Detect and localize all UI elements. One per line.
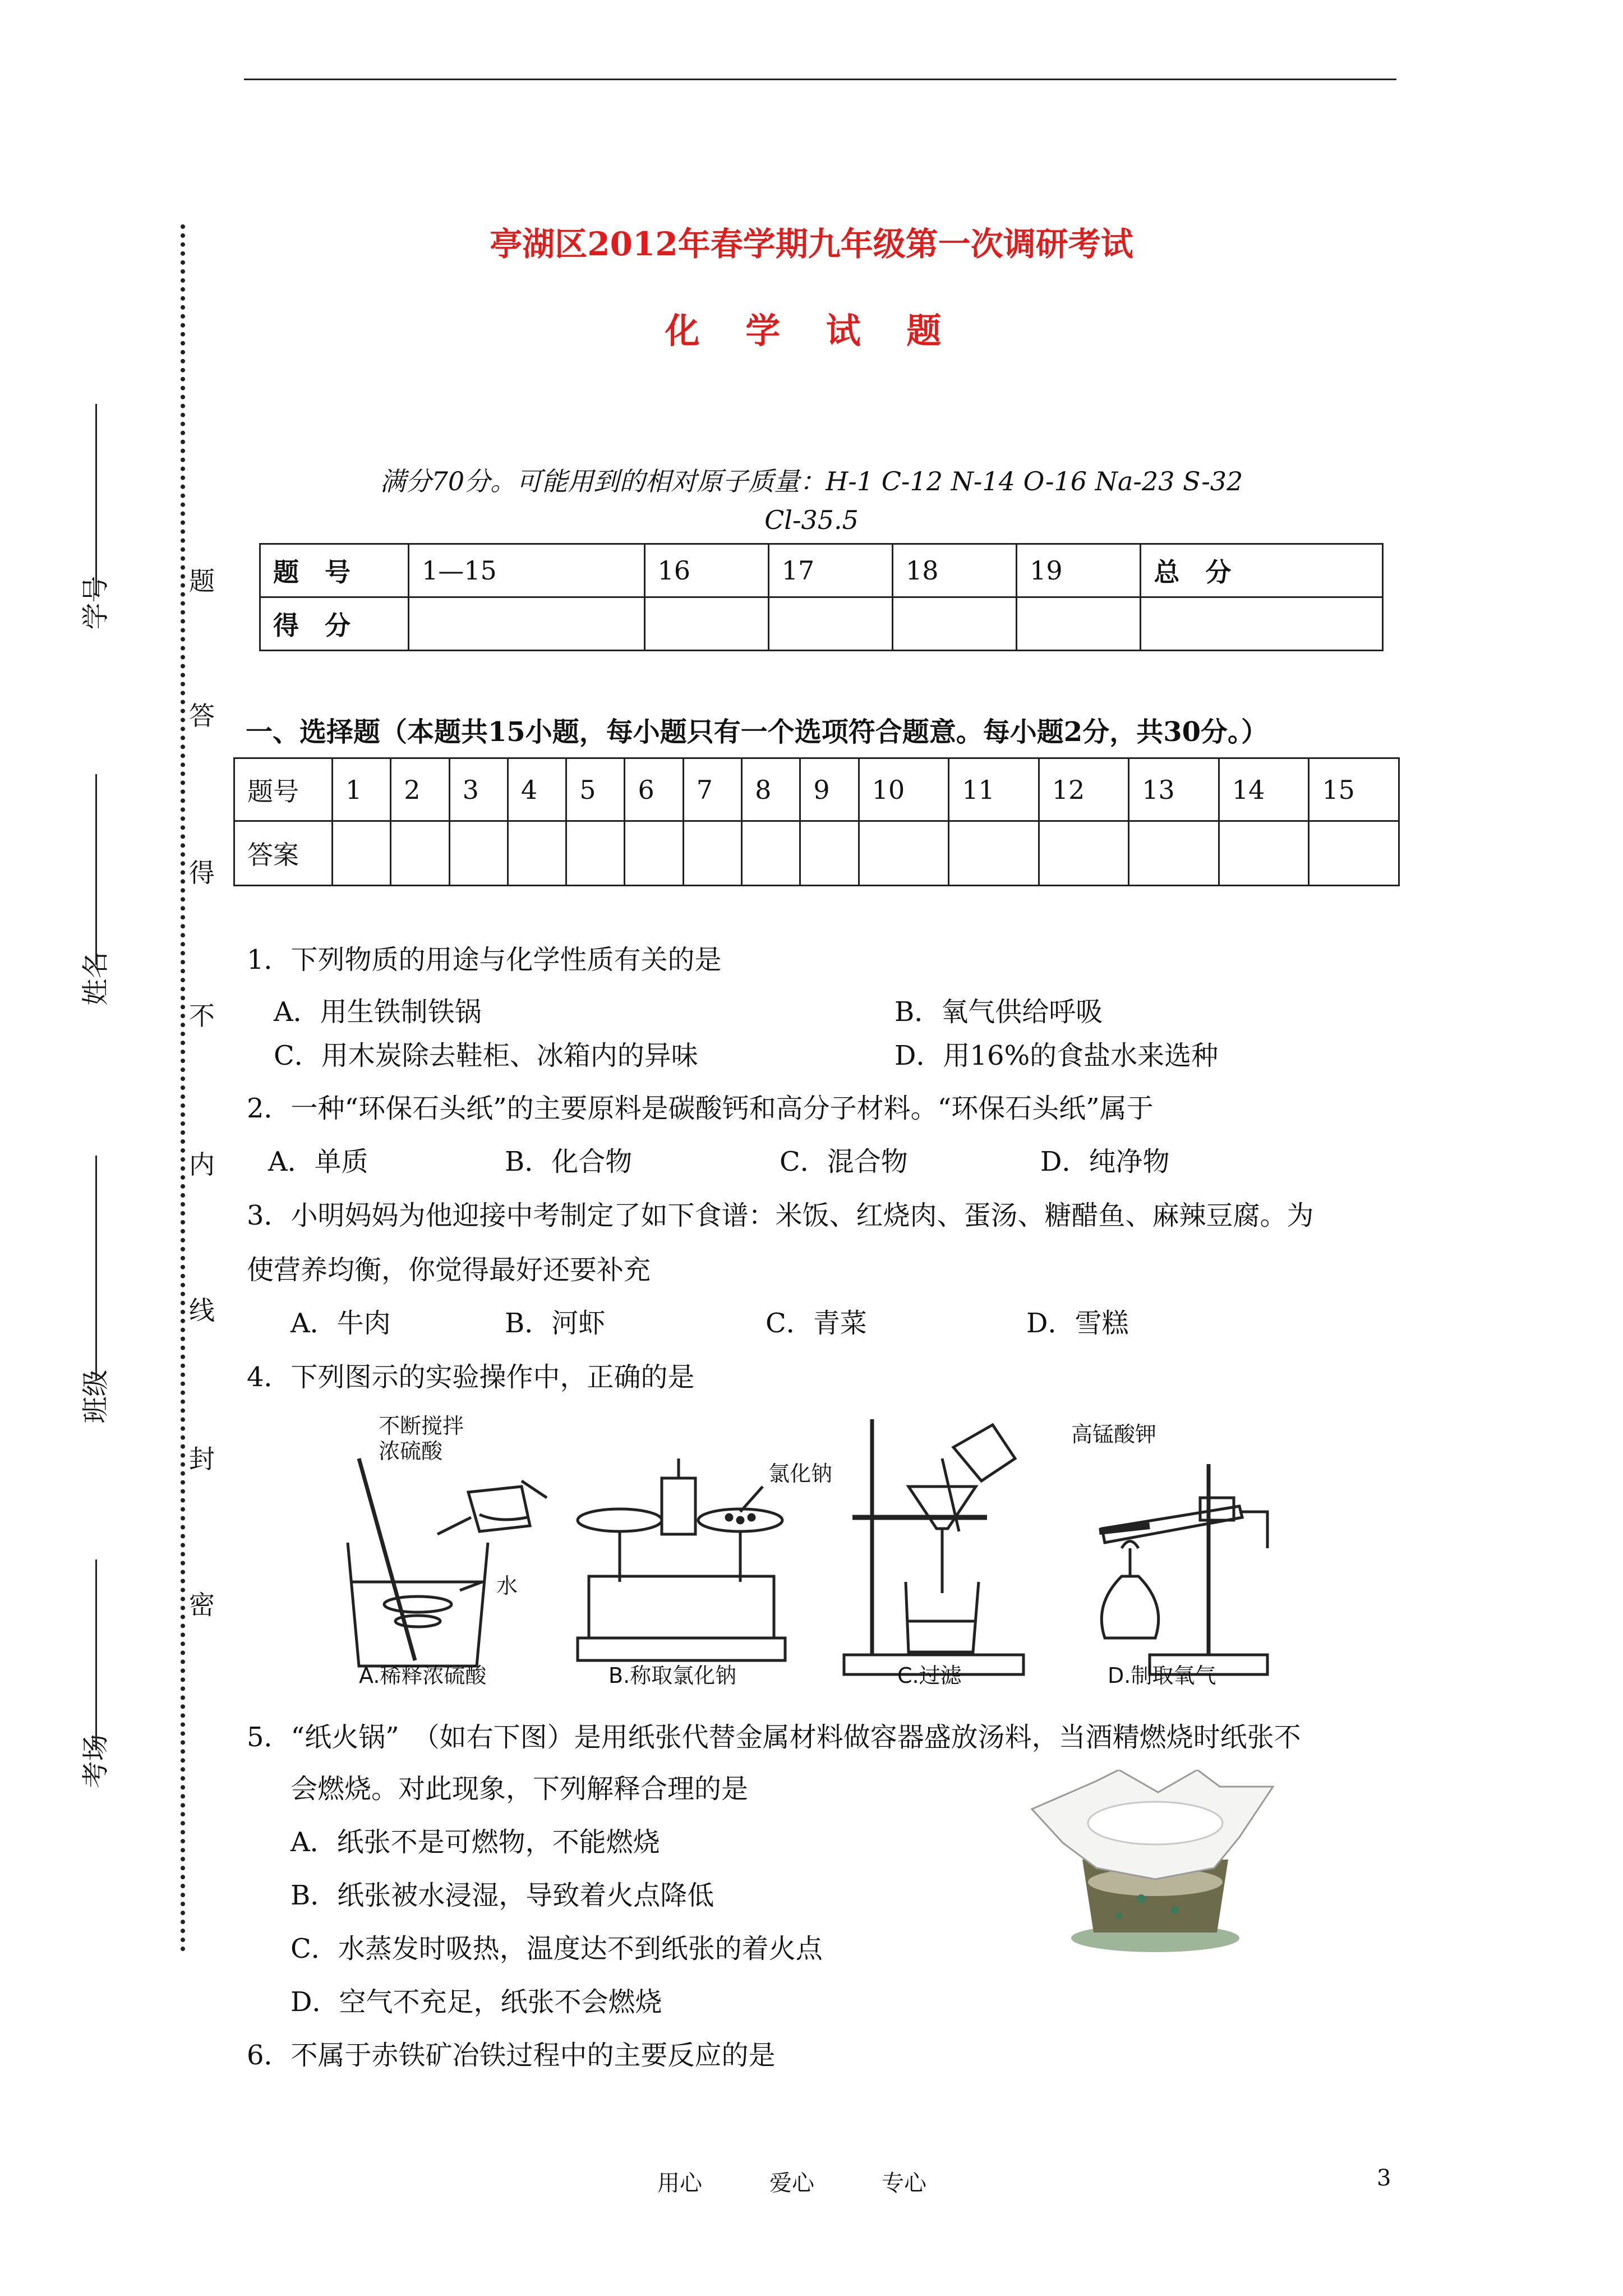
q4-figures (336, 1402, 1290, 1688)
score-header: 题 号 (260, 544, 409, 597)
answer-cell[interactable] (333, 821, 391, 886)
q6-stem: 6．不属于赤铁矿冶铁过程中的主要反应的是 (247, 2040, 776, 2071)
q2-option-a[interactable]: A．单质 (268, 1146, 368, 1177)
footer-motto-3: 专心 (882, 2170, 926, 2196)
figure-c-filtration (844, 1419, 1023, 1688)
answer-cell[interactable] (1129, 821, 1219, 886)
answer-cell[interactable] (742, 821, 800, 886)
answer-cell[interactable] (949, 821, 1039, 886)
answer-row-label: 答案 (234, 821, 333, 886)
score-cell[interactable] (644, 597, 768, 651)
answer-cell[interactable] (391, 821, 449, 886)
answer-cell[interactable] (625, 821, 683, 886)
name-label: 姓名 (80, 951, 112, 1006)
score-header: 18 (892, 544, 1016, 597)
score-header: 16 (644, 544, 768, 597)
q1-option-b[interactable]: B．氧气供给呼吸 (895, 996, 1103, 1028)
student-id-field[interactable] (95, 404, 97, 595)
q1-option-a[interactable]: A．用生铁制铁锅 (274, 996, 482, 1028)
answer-cell[interactable] (566, 821, 625, 886)
score-cell[interactable] (409, 597, 645, 651)
question-number: 14 (1219, 758, 1309, 821)
figure-d-oxygen (1071, 1422, 1267, 1688)
section-heading: 一、选择题（本题共15小题，每小题只有一个选项符合题意。每小题2分，共30分。） (246, 716, 1268, 748)
question-number: 11 (949, 758, 1039, 821)
score-header: 总 分 (1141, 544, 1383, 597)
question-number: 7 (683, 758, 741, 821)
q2-option-d[interactable]: D．纯净物 (1040, 1146, 1170, 1177)
answer-cell[interactable] (508, 821, 566, 886)
margin-char: 密 (189, 1590, 215, 1620)
answer-cell[interactable] (1039, 821, 1129, 886)
q5-option-d[interactable]: D．空气不充足，纸张不会燃烧 (291, 1986, 662, 2018)
fig-b-label-salt: 氯化钠 (768, 1461, 833, 1486)
class-field[interactable] (95, 1156, 97, 1380)
q5-option-c[interactable]: C．水蒸发时吸热，温度达不到纸张的着火点 (291, 1933, 823, 1964)
figure-b-weighing (578, 1458, 832, 1688)
answer-table (233, 757, 1400, 886)
answer-cell[interactable] (859, 821, 949, 886)
margin-char: 得 (189, 858, 215, 888)
score-cell[interactable] (1017, 597, 1141, 651)
question-number: 1 (333, 758, 391, 821)
binding-dotted-line (181, 224, 185, 1952)
question-number: 2 (391, 758, 449, 821)
info-line-2: Cl-35.5 (764, 505, 859, 535)
q3-option-d[interactable]: D．雪糕 (1026, 1308, 1129, 1339)
margin-char: 内 (189, 1149, 215, 1180)
score-cell[interactable] (1141, 597, 1383, 651)
q3-option-c[interactable]: C．青菜 (766, 1308, 867, 1339)
fig-a-label-acid: 浓硫酸 (379, 1439, 443, 1464)
fig-d-caption: D.制取氧气 (1108, 1663, 1216, 1688)
q2-option-b[interactable]: B．化合物 (505, 1146, 633, 1177)
q1-option-d[interactable]: D．用16%的食盐水来选种 (895, 1040, 1219, 1071)
fig-d-label-kmno4: 高锰酸钾 (1071, 1422, 1157, 1447)
margin-char: 封 (189, 1444, 215, 1474)
q3-option-a[interactable]: A．牛肉 (291, 1308, 391, 1339)
footer-motto-1: 用心 (657, 2170, 702, 2196)
q2-option-c[interactable]: C．混合物 (780, 1146, 908, 1177)
score-table (259, 543, 1384, 651)
question-number: 6 (625, 758, 683, 821)
question-number: 10 (859, 758, 949, 821)
subject-title: 化 学 试 题 (665, 310, 958, 351)
paper-hotpot-image (1029, 1770, 1276, 1955)
q2-stem: 2．一种“环保石头纸”的主要原料是碳酸钙和高分子材料。“环保石头纸”属于 (247, 1093, 1154, 1124)
header-rule (244, 79, 1396, 80)
question-number: 13 (1129, 758, 1219, 821)
student-id-label: 学号 (80, 576, 112, 630)
page-number: 3 (1377, 2165, 1391, 2191)
exam-room-label: 考场 (80, 1734, 112, 1788)
fig-a-label-water: 水 (496, 1573, 518, 1598)
name-field[interactable] (95, 774, 97, 965)
q5-stem-line2: 会燃烧。对此现象，下列解释合理的是 (291, 1773, 749, 1805)
q5-option-a[interactable]: A．纸张不是可燃物，不能燃烧 (291, 1826, 660, 1858)
answer-cell[interactable] (1309, 821, 1399, 886)
question-number: 4 (508, 758, 566, 821)
score-header: 19 (1017, 544, 1141, 597)
answer-cell[interactable] (800, 821, 859, 886)
answer-cell[interactable] (1219, 821, 1309, 886)
score-cell[interactable] (892, 597, 1016, 651)
question-number: 12 (1039, 758, 1129, 821)
question-number: 15 (1309, 758, 1399, 821)
answer-cell[interactable] (449, 821, 508, 886)
q1-stem: 1．下列物质的用途与化学性质有关的是 (247, 944, 722, 976)
answer-cell[interactable] (683, 821, 741, 886)
fig-a-label-stir: 不断搅拌 (379, 1414, 464, 1438)
exam-room-field[interactable] (95, 1559, 97, 1750)
answer-row-label: 题号 (234, 758, 333, 821)
q3-option-b[interactable]: B．河虾 (505, 1308, 606, 1339)
exam-title: 亭湖区2012年春学期九年级第一次调研考试 (490, 225, 1133, 263)
q4-stem: 4．下列图示的实验操作中，正确的是 (247, 1361, 695, 1393)
q3-stem-line1: 3．小明妈妈为他迎接中考制定了如下食谱：米饭、红烧肉、蛋汤、糖醋鱼、麻辣豆腐。为 (247, 1200, 1314, 1231)
fig-a-caption: A.稀释浓硫酸 (359, 1663, 487, 1688)
margin-char: 答 (189, 701, 215, 731)
question-number: 5 (566, 758, 625, 821)
margin-char: 不 (189, 1001, 215, 1031)
footer-motto-2: 爱心 (769, 2170, 814, 2196)
margin-char: 线 (189, 1295, 215, 1326)
class-label: 班级 (80, 1369, 112, 1424)
info-line-1: 满分70分。可能用到的相对原子质量：H-1 C-12 N-14 O-16 Na-23 S-32 (380, 466, 1243, 496)
question-number: 3 (449, 758, 508, 821)
question-number: 9 (800, 758, 859, 821)
fig-b-caption: B.称取氯化钠 (608, 1663, 737, 1688)
question-number: 8 (742, 758, 800, 821)
q1-option-c[interactable]: C．用木炭除去鞋柜、冰箱内的异味 (274, 1040, 698, 1071)
score-header: 17 (768, 544, 892, 597)
q5-option-b[interactable]: B．纸张被水浸湿，导致着火点降低 (291, 1880, 714, 1911)
score-header: 1—15 (409, 544, 645, 597)
fig-c-caption: C.过滤 (897, 1663, 962, 1688)
q3-stem-line2: 使营养均衡，你觉得最好还要补充 (247, 1254, 651, 1286)
q5-stem-line1: 5．“纸火锅” （如右下图）是用纸张代替金属材料做容器盛放汤料，当酒精燃烧时纸张不 (247, 1722, 1301, 1753)
score-row-label: 得 分 (260, 597, 409, 651)
score-cell[interactable] (768, 597, 892, 651)
figure-a-diluting-acid (348, 1414, 547, 1688)
margin-char: 题 (189, 566, 215, 596)
